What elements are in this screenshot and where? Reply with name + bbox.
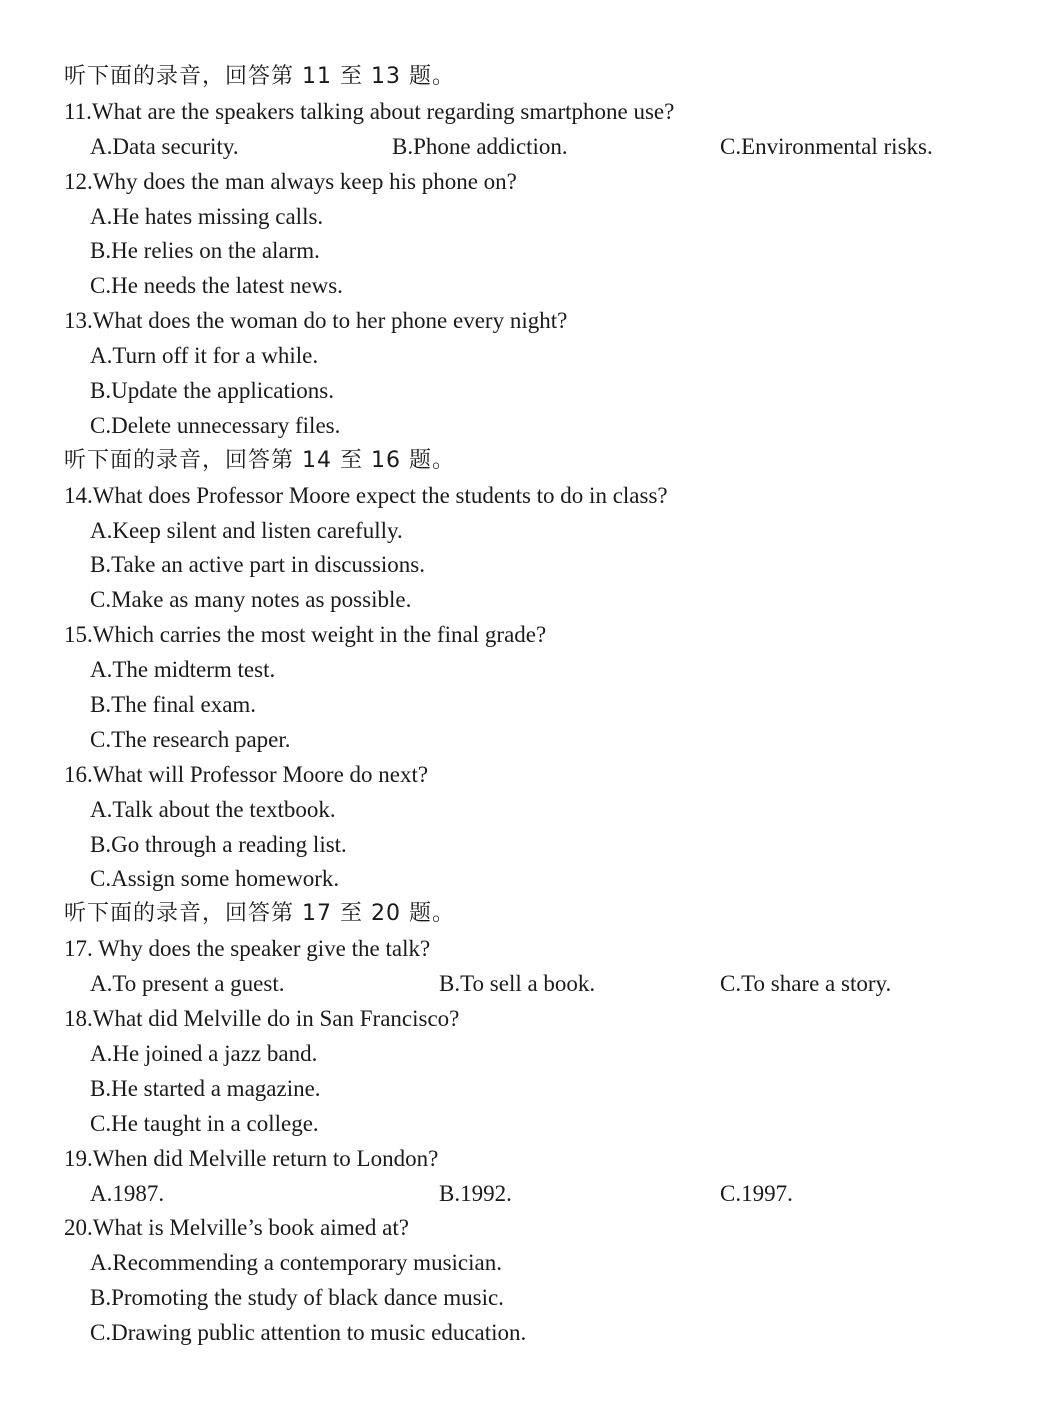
- option-c: C.He taught in a college.: [90, 1110, 319, 1136]
- option-b: B.Update the applications.: [90, 378, 334, 404]
- section-heading: 听下面的录音，回答第 14 至 16 题。: [64, 447, 455, 473]
- option-c: C.Environmental risks.: [720, 133, 933, 159]
- option-b: B.Take an active part in discussions.: [90, 552, 426, 578]
- option-a: A.Keep silent and listen carefully.: [90, 517, 403, 543]
- option-c: C.He needs the latest news.: [90, 273, 343, 299]
- option-c: C.To share a story.: [720, 971, 892, 997]
- option-b: B.Go through a reading list.: [90, 831, 347, 857]
- option-a: A.Recommending a contemporary musician.: [90, 1250, 502, 1276]
- option-a: A.1987.: [90, 1180, 165, 1206]
- options-row-19: [0, 1177, 1060, 1212]
- option-c: C.Make as many notes as possible.: [90, 587, 412, 613]
- question-16: 16.What will Professor Moore do next?: [64, 761, 429, 787]
- question-13: 13.What does the woman do to her phone every night?: [64, 308, 568, 334]
- option-b: B.The final exam.: [90, 692, 257, 718]
- option-b: B.Promoting the study of black dance music.: [90, 1285, 504, 1311]
- options-row-17: [0, 967, 1060, 1002]
- option-a: A.Data security.: [90, 133, 239, 159]
- option-b: B.He started a magazine.: [90, 1075, 321, 1101]
- option-b: B.Phone addiction.: [392, 133, 568, 159]
- options-row-11: [0, 130, 1060, 165]
- option-c: C.Delete unnecessary files.: [90, 412, 341, 438]
- option-a: A.He hates missing calls.: [90, 203, 324, 229]
- section-heading: 听下面的录音，回答第 11 至 13 题。: [64, 64, 455, 89]
- option-a: A.To present a guest.: [90, 971, 285, 997]
- exam-page: [0, 60, 1060, 1351]
- option-c: C.1997.: [720, 1180, 793, 1206]
- question-14: 14.What does Professor Moore expect the students to do in class?: [64, 482, 668, 508]
- option-c: C.Drawing public attention to music education.: [90, 1320, 527, 1346]
- option-a: A.Talk about the textbook.: [90, 796, 336, 822]
- option-c: C.Assign some homework.: [90, 866, 340, 892]
- option-b: B.1992.: [439, 1180, 512, 1206]
- question-12: 12.Why does the man always keep his phone on?: [64, 168, 517, 194]
- question-15: 15.Which carries the most weight in the final grade?: [64, 622, 547, 648]
- option-b: B.He relies on the alarm.: [90, 238, 320, 264]
- question-17: 17. Why does the speaker give the talk?: [64, 936, 431, 962]
- option-c: C.The research paper.: [90, 726, 291, 752]
- question-19: 19.When did Melville return to London?: [64, 1145, 439, 1171]
- question-20: 20.What is Melville’s book aimed at?: [64, 1215, 409, 1241]
- question-18: 18.What did Melville do in San Francisco?: [64, 1006, 460, 1032]
- option-b: B.To sell a book.: [439, 971, 596, 997]
- option-a: A.Turn off it for a while.: [90, 343, 319, 369]
- section-heading: 听下面的录音，回答第 17 至 20 题。: [64, 901, 455, 927]
- option-a: A.The midterm test.: [90, 657, 276, 683]
- option-a: A.He joined a jazz band.: [90, 1040, 318, 1066]
- question-11: 11.What are the speakers talking about regarding smartphone use?: [64, 98, 675, 124]
